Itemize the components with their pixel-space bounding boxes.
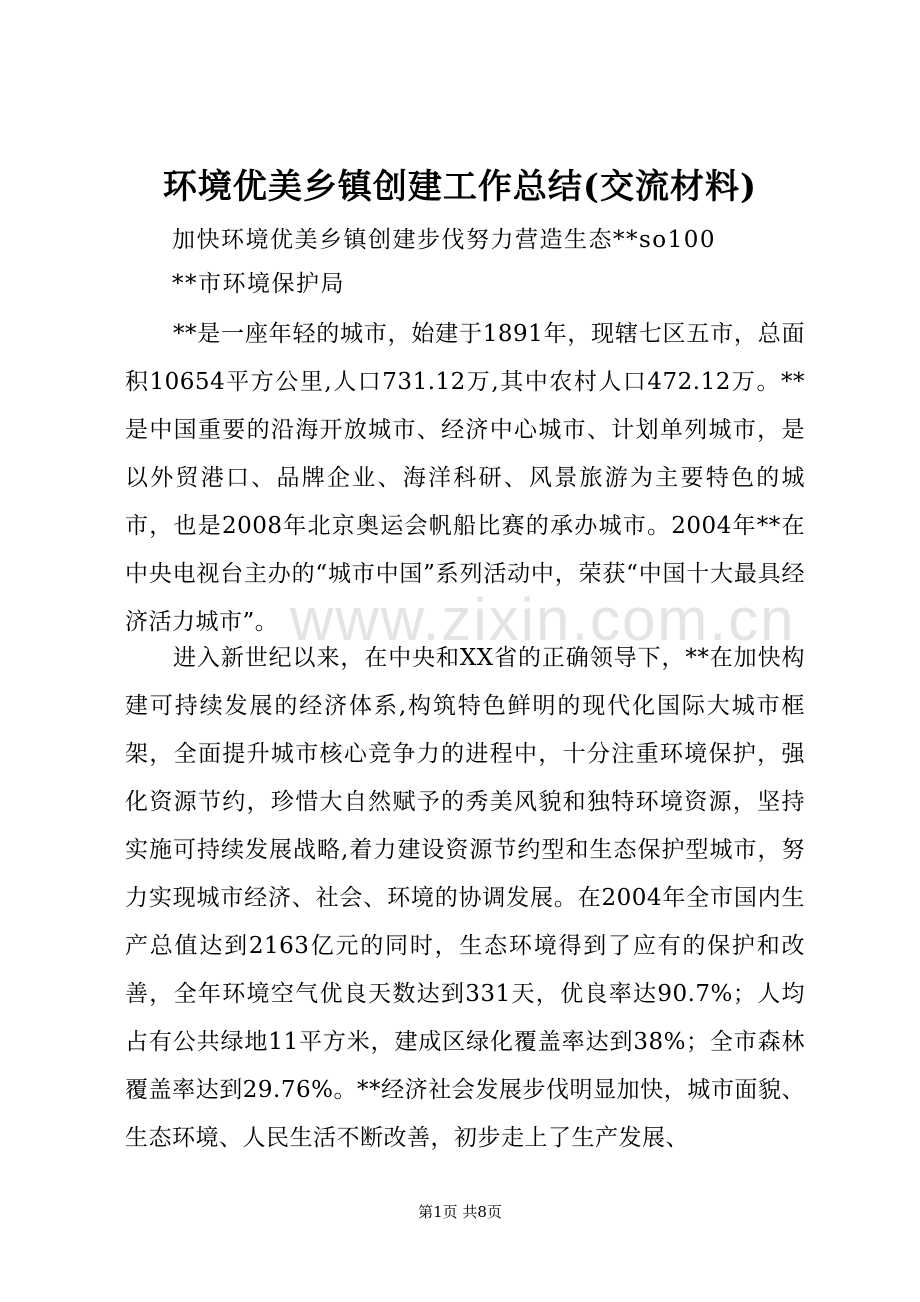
document-subtitle: 加快环境优美乡镇创建步伐努力营造生态**so100 bbox=[172, 227, 717, 253]
paragraph-1: **是一座年轻的城市，始建于1891年，现辖七区五市，总面积10654平方公里,人口731.12万,其中农村人口472.12万。**是中国重要的沿海开放城市、经济中心城市、计划单列城市，是以外贸港口、品牌企业、海洋科研、风景旅游为主要特色的城市，也是2008年北京奥运会帆船比赛的承办城市。2004年**在中央电视台主办的“城市中国”系列活动中，荣获“中国十大最具经济活力城市”。 bbox=[125, 321, 805, 635]
document-author: **市环境保护局 bbox=[172, 271, 345, 297]
page-footer: 第1页 共8页 bbox=[418, 1203, 502, 1221]
document-title: 环境优美乡镇创建工作总结(交流材料) bbox=[162, 167, 758, 207]
paragraph-2: 进入新世纪以来，在中央和XX省的正确领导下，**在加快构建可持续发展的经济体系,构筑特色鲜明的现代化国际大城市框架，全面提升城市核心竞争力的进程中，十分注重环境保护，强化资源节约，珍惜大自然赋予的秀美风貌和独特环境资源，坚持实施可持续发展战略,着力建设资源节约型和生态保护型城市，努力实现城市经济、社会、环境的协调发展。在2004年全市国内生产总值达到2163亿元的同时，生态环境得到了应有的保护和改善，全年环境空气优良天数达到331天，优良率达90.7%；人均占有公共绿地11平方米，建成区绿化覆盖率达到38%；全市森林覆盖率达到29.76%。**经济社会发展步伐明显加快，城市面貌、生态环境、人民生活不断改善，初步走上了生产发展、 bbox=[125, 645, 805, 1151]
watermark: www.zixin.com.cn bbox=[290, 586, 796, 653]
